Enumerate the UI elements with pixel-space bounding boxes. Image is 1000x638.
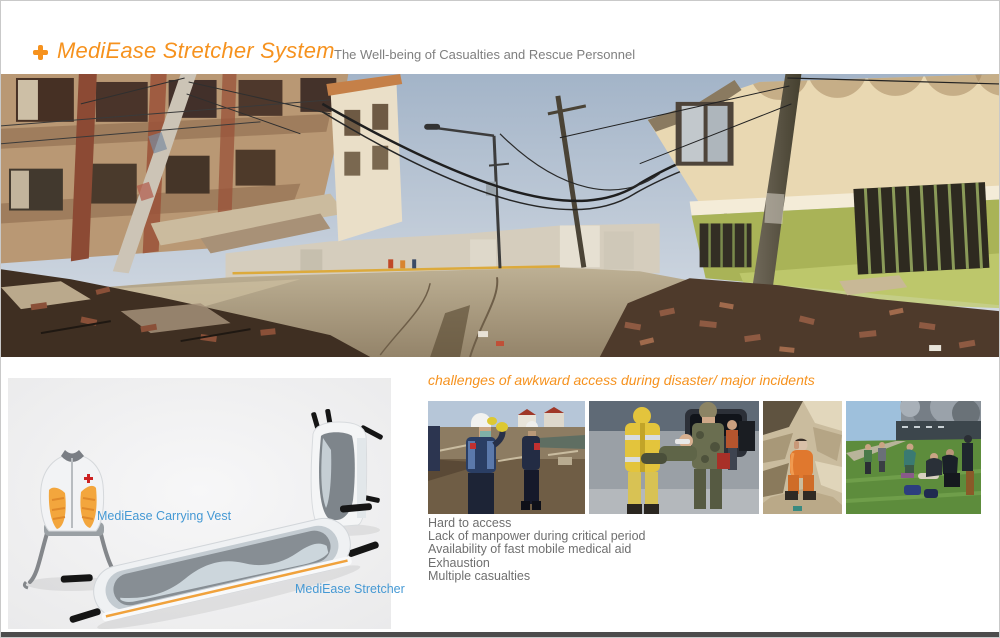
photo-casualty-treatment-on-grass bbox=[846, 401, 981, 514]
photo-rescue-team-in-debris-field bbox=[428, 401, 585, 514]
challenge-item: Exhaustion bbox=[428, 555, 490, 570]
product-render-panel bbox=[8, 378, 405, 629]
slide-title: MediEase Stretcher System bbox=[57, 38, 335, 63]
challenges-heading: challenges of awkward access during disaster/ major incidents bbox=[428, 372, 815, 388]
challenge-item: Lack of manpower during critical period bbox=[428, 529, 646, 544]
panorama-illustration bbox=[1, 74, 999, 357]
photo-exhausted-rescuer-on-rubble bbox=[763, 401, 842, 514]
challenge-photo-row bbox=[428, 401, 981, 514]
disaster-panorama-photo bbox=[1, 74, 999, 357]
slide-subtitle: The Well-being of Casualties and Rescue Personnel bbox=[334, 47, 636, 62]
carrying-vest-label: MediEase Carrying Vest bbox=[97, 509, 232, 523]
stretcher-label: MediEase Stretcher bbox=[295, 582, 405, 596]
challenge-item: Availability of fast mobile medical aid bbox=[428, 542, 632, 557]
photo-firefighter-and-soldier-carrying-casualty bbox=[589, 401, 759, 514]
challenge-item: Hard to access bbox=[428, 516, 512, 530]
medical-cross-icon bbox=[33, 45, 48, 60]
challenge-item: Multiple casualties bbox=[428, 568, 531, 583]
page-bottom-edge bbox=[1, 632, 999, 637]
challenge-list bbox=[428, 517, 645, 583]
